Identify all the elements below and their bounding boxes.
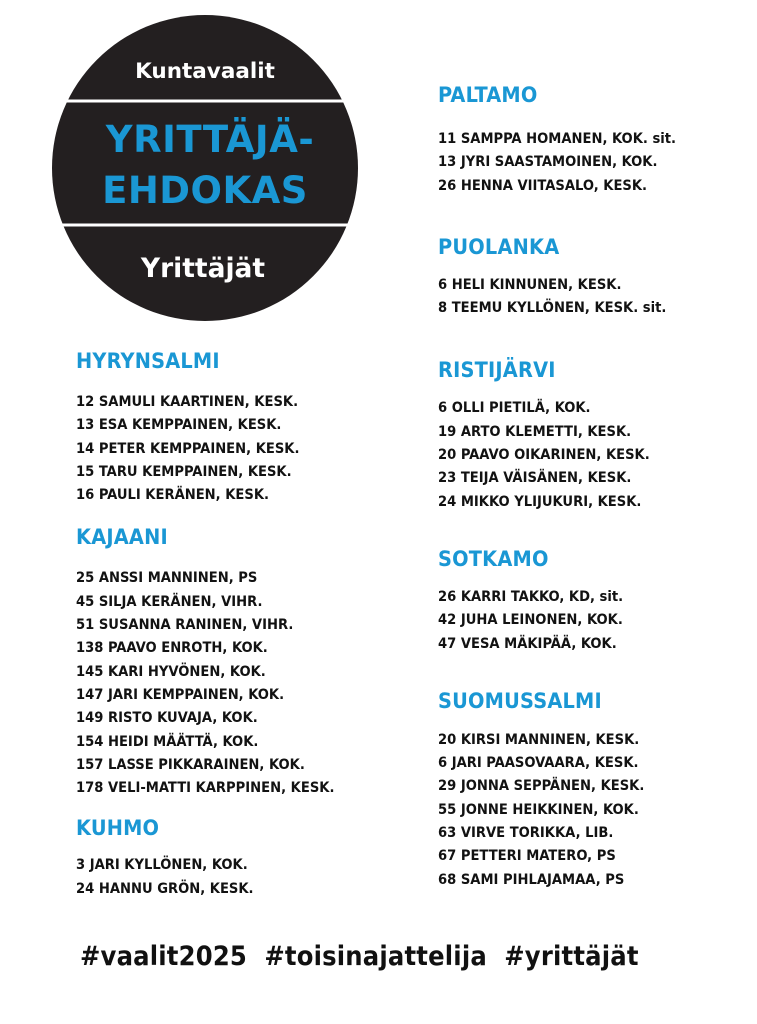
municipality-name: RISTIJÄRVI bbox=[438, 358, 556, 384]
candidate-list bbox=[438, 585, 748, 655]
candidate-item: 147 JARI KEMPPAINEN, KOK. bbox=[76, 685, 285, 703]
candidate-item: 24 MIKKO YLIJUKURI, KESK. bbox=[438, 492, 642, 510]
candidate-item: 13 ESA KEMPPAINEN, KESK. bbox=[76, 416, 282, 434]
municipality-ristijarvi bbox=[438, 357, 748, 512]
candidate-item: 14 PETER KEMPPAINEN, KESK. bbox=[76, 439, 300, 457]
municipality-name: PALTAMO bbox=[438, 83, 538, 108]
badge-title-line2: EHDOKAS bbox=[102, 169, 308, 212]
hashtags: #vaalit2025 #toisinajattelija #yrittäjät bbox=[80, 941, 639, 972]
municipality-name: HYRYNSALMI bbox=[76, 349, 220, 374]
municipality-name: PUOLANKA bbox=[438, 234, 560, 260]
candidate-item: 23 TEIJA VÄISÄNEN, KESK. bbox=[438, 469, 632, 487]
yrittajaehdokas-badge bbox=[52, 15, 358, 321]
candidate-item: 45 SILJA KERÄNEN, VIHR. bbox=[76, 592, 263, 610]
candidate-item: 63 VIRVE TORIKKA, LIB. bbox=[438, 824, 614, 842]
badge-divider-top bbox=[52, 100, 358, 103]
candidate-item: 67 PETTERI MATERO, PS bbox=[438, 847, 616, 865]
candidate-list bbox=[76, 566, 406, 799]
candidate-list bbox=[438, 127, 748, 197]
candidate-item: 178 VELI-MATTI KARPPINEN, KESK. bbox=[76, 779, 335, 797]
candidate-item: 26 HENNA VIITASALO, KESK. bbox=[438, 176, 648, 194]
candidate-item: 51 SUSANNA RANINEN, VIHR. bbox=[76, 616, 294, 634]
candidate-item: 3 JARI KYLLÖNEN, KOK. bbox=[76, 856, 248, 874]
right-column bbox=[438, 82, 748, 891]
candidate-item: 42 JUHA LEINONEN, KOK. bbox=[438, 611, 623, 629]
candidate-item: 157 LASSE PIKKARAINEN, KOK. bbox=[76, 755, 305, 773]
candidate-item: 13 JYRI SAASTAMOINEN, KOK. bbox=[438, 153, 658, 171]
municipality-kuhmo bbox=[76, 815, 406, 900]
left-column bbox=[76, 348, 406, 900]
candidate-item: 20 PAAVO OIKARINEN, KESK. bbox=[438, 446, 650, 464]
candidate-item: 12 SAMULI KAARTINEN, KESK. bbox=[76, 393, 299, 410]
municipality-name: KUHMO bbox=[76, 816, 160, 842]
candidate-list bbox=[438, 396, 748, 512]
badge-divider-bottom bbox=[52, 224, 358, 227]
candidate-item: 29 JONNA SEPPÄNEN, KESK. bbox=[438, 777, 645, 795]
badge-top-text: Kuntavaalit bbox=[135, 59, 275, 84]
candidate-item: 145 KARI HYVÖNEN, KOK. bbox=[76, 662, 266, 680]
candidate-item: 6 OLLI PIETILÄ, KOK. bbox=[438, 399, 591, 417]
badge-title-line1: YRITTÄJÄ- bbox=[105, 118, 315, 161]
candidate-item: 15 TARU KEMPPAINEN, KESK. bbox=[76, 462, 292, 480]
candidate-list bbox=[76, 853, 406, 900]
candidate-item: 26 KARRI TAKKO, KD, sit. bbox=[438, 587, 624, 605]
candidate-item: 68 SAMI PIHLAJAMAA, PS bbox=[438, 870, 625, 888]
badge-bottom-text: Yrittäjät bbox=[140, 253, 266, 284]
candidate-item: 149 RISTO KUVAJA, KOK. bbox=[76, 709, 258, 727]
municipality-name: SOTKAMO bbox=[438, 546, 549, 572]
municipality-sotkamo bbox=[438, 546, 748, 655]
candidate-item: 47 VESA MÄKIPÄÄ, KOK. bbox=[438, 634, 617, 652]
candidate-item: 20 KIRSI MANNINEN, KESK. bbox=[438, 730, 640, 748]
candidate-item: 16 PAULI KERÄNEN, KESK. bbox=[76, 486, 269, 504]
candidate-list bbox=[438, 728, 748, 891]
candidate-item: 25 ANSSI MANNINEN, PS bbox=[76, 569, 258, 587]
candidate-item: 11 SAMPPA HOMANEN, KOK. sit. bbox=[438, 130, 677, 147]
municipality-paltamo bbox=[438, 82, 748, 197]
municipality-name: KAJAANI bbox=[76, 525, 168, 551]
municipality-kajaani bbox=[76, 524, 406, 799]
municipality-suomussalmi bbox=[438, 688, 748, 891]
municipality-hyrynsalmi bbox=[76, 348, 406, 506]
candidate-item: 19 ARTO KLEMETTI, KESK. bbox=[438, 422, 632, 440]
municipality-name: SUOMUSSALMI bbox=[438, 688, 602, 714]
candidate-item: 154 HEIDI MÄÄTTÄ, KOK. bbox=[76, 732, 259, 750]
candidate-list bbox=[76, 390, 406, 506]
candidate-item: 55 JONNE HEIKKINEN, KOK. bbox=[438, 800, 639, 818]
candidate-item: 6 HELI KINNUNEN, KESK. bbox=[438, 275, 622, 293]
candidate-item: 6 JARI PAASOVAARA, KESK. bbox=[438, 754, 639, 772]
candidate-list bbox=[438, 273, 748, 320]
municipality-puolanka bbox=[438, 234, 748, 320]
candidate-item: 138 PAAVO ENROTH, KOK. bbox=[76, 639, 268, 657]
candidate-item: 24 HANNU GRÖN, KESK. bbox=[76, 879, 254, 897]
candidate-item: 8 TEEMU KYLLÖNEN, KESK. sit. bbox=[438, 299, 667, 317]
